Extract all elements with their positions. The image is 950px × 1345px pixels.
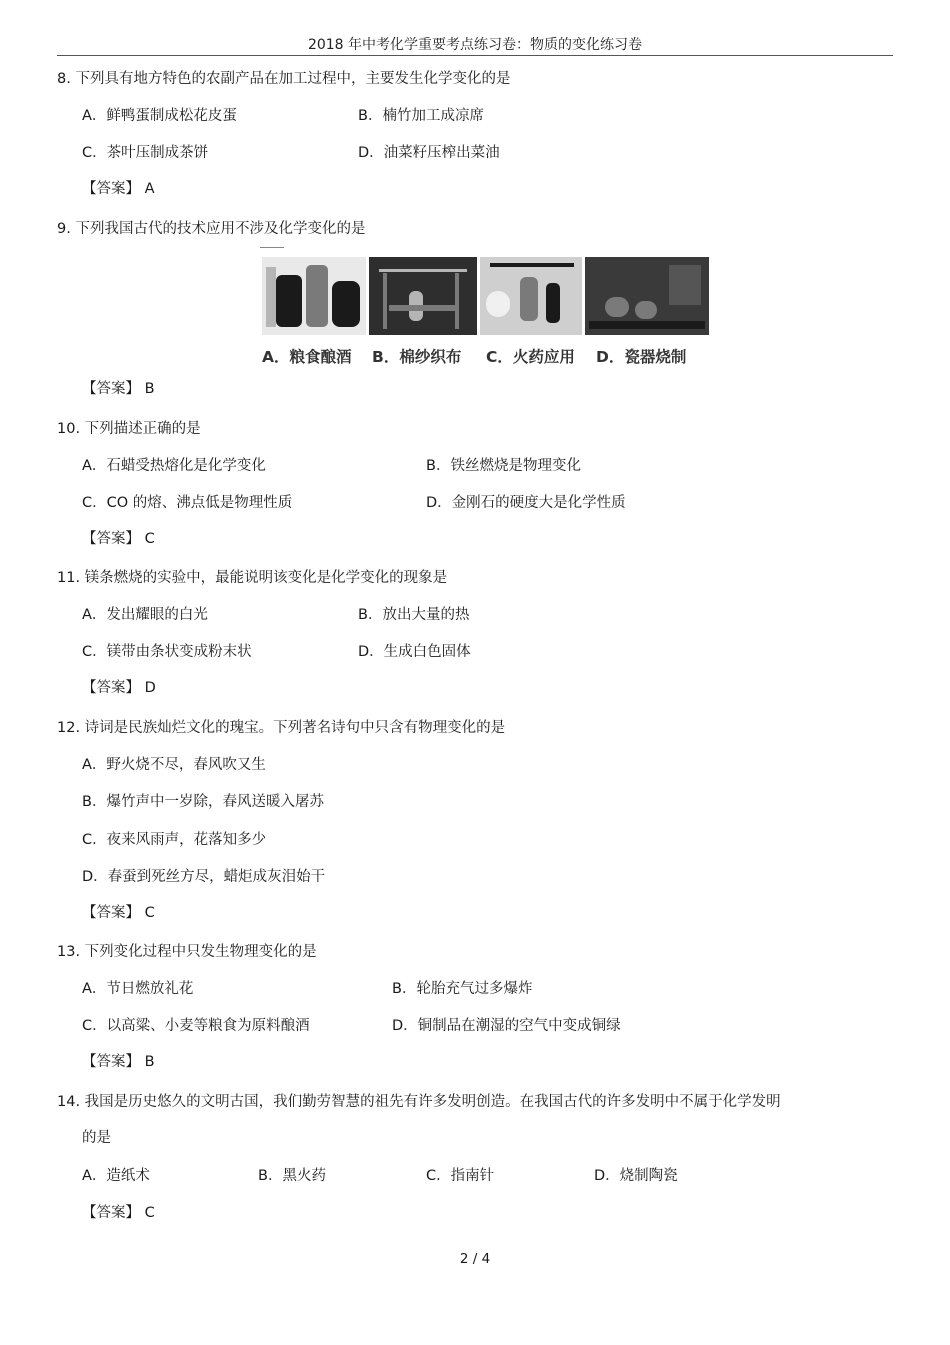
question-11-option-d: D．生成白色固体 <box>358 644 471 660</box>
question-9-answer: 【答案】 B <box>82 381 155 397</box>
question-12-option-b: B．爆竹声中一岁除，春风送暖入屠苏 <box>82 794 324 810</box>
figure-dash <box>260 247 284 248</box>
question-10-option-d: D．金刚石的硬度大是化学性质 <box>426 495 626 511</box>
figure-gunpowder-use <box>480 257 582 335</box>
question-11-option-c: C．镁带由条状变成粉末状 <box>82 644 252 660</box>
question-14-stem-line2: 的是 <box>82 1130 111 1146</box>
question-8-option-c: C．茶叶压制成茶饼 <box>82 145 209 161</box>
question-13-stem: 13. 下列变化过程中只发生物理变化的是 <box>57 944 317 960</box>
question-14-option-a: A．造纸术 <box>82 1168 150 1184</box>
question-10-option-a: A．石蜡受热熔化是化学变化 <box>82 458 266 474</box>
question-11-answer: 【答案】 D <box>82 680 156 696</box>
question-13-option-b: B．轮胎充气过多爆炸 <box>392 981 533 997</box>
question-14-option-c: C．指南针 <box>426 1168 495 1184</box>
question-13-option-d: D．铜制品在潮湿的空气中变成铜绿 <box>392 1018 621 1034</box>
figure-cotton-weaving <box>369 257 477 335</box>
question-14-stem-line1: 14. 我国是历史悠久的文明古国，我们勤劳智慧的祖先有许多发明创造。在我国古代的许多发明中不属于化学发明 <box>57 1094 781 1110</box>
question-11-stem: 11. 镁条燃烧的实验中，最能说明该变化是化学变化的现象是 <box>57 570 448 586</box>
figure-caption-b: B．棉纱织布 <box>372 348 462 366</box>
question-8-stem: 8. 下列具有地方特色的农副产品在加工过程中，主要发生化学变化的是 <box>57 71 511 87</box>
question-12-answer: 【答案】 C <box>82 905 155 921</box>
figure-grain-liquor <box>262 257 366 335</box>
question-12-option-a: A．野火烧不尽，春风吹又生 <box>82 757 266 773</box>
question-13-option-c: C．以高粱、小麦等粮食为原料酿酒 <box>82 1018 310 1034</box>
question-11-option-b: B．放出大量的热 <box>358 607 470 623</box>
question-10-option-c: C．CO 的熔、沸点低是物理性质 <box>82 495 293 511</box>
question-14-option-d: D．烧制陶瓷 <box>594 1168 678 1184</box>
question-10-answer: 【答案】 C <box>82 531 155 547</box>
question-10-option-b: B．铁丝燃烧是物理变化 <box>426 458 581 474</box>
header-rule <box>57 55 893 56</box>
question-9-stem: 9. 下列我国古代的技术应用不涉及化学变化的是 <box>57 221 366 237</box>
question-8-option-d: D．油菜籽压榨出菜油 <box>358 145 500 161</box>
question-13-answer: 【答案】 B <box>82 1054 155 1070</box>
page-header: 2018 年中考化学重要考点练习卷：物质的变化练习卷 <box>307 37 643 53</box>
figure-caption-a: A．粮食酿酒 <box>262 348 352 366</box>
question-8-option-a: A．鲜鸭蛋制成松花皮蛋 <box>82 108 237 124</box>
question-12-stem: 12. 诗词是民族灿烂文化的瑰宝。下列著名诗句中只含有物理变化的是 <box>57 720 506 736</box>
figure-caption-d: D．瓷器烧制 <box>596 348 687 366</box>
question-8-option-b: B．楠竹加工成凉席 <box>358 108 484 124</box>
question-12-option-d: D．春蚕到死丝方尽，蜡炬成灰泪始干 <box>82 869 326 885</box>
page-number: 2 / 4 <box>459 1251 491 1267</box>
question-11-option-a: A．发出耀眼的白光 <box>82 607 208 623</box>
question-14-answer: 【答案】 C <box>82 1205 155 1221</box>
figure-caption-c: C．火药应用 <box>486 348 575 366</box>
figure-porcelain-firing <box>585 257 709 335</box>
question-13-option-a: A．节日燃放礼花 <box>82 981 194 997</box>
question-8-answer: 【答案】 A <box>82 181 155 197</box>
question-9-figure <box>258 247 710 367</box>
question-12-option-c: C．夜来风雨声，花落知多少 <box>82 832 267 848</box>
question-10-stem: 10. 下列描述正确的是 <box>57 421 201 437</box>
question-14-option-b: B．黑火药 <box>258 1168 326 1184</box>
